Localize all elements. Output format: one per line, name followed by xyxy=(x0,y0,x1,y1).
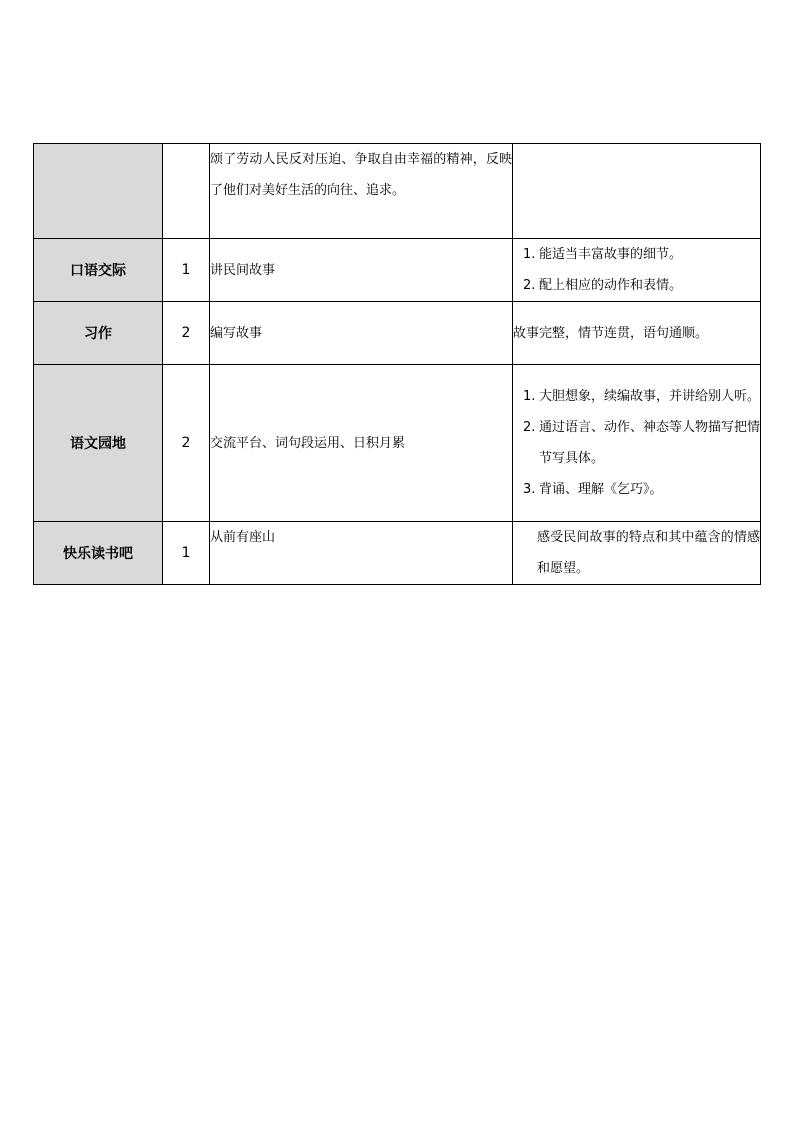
goal-item xyxy=(523,474,760,505)
row-hours: 2 xyxy=(163,302,210,365)
table-row xyxy=(34,239,761,302)
row-content: 编写故事 xyxy=(210,302,513,365)
row-goals xyxy=(513,239,761,302)
goal-item xyxy=(523,381,760,412)
row-goals xyxy=(513,302,761,365)
goal-text: 通过语言、动作、神态等人物描写把情节写具体。 xyxy=(539,420,761,466)
table-row xyxy=(34,144,761,239)
goal-text: 感受民间故事的特点和其中蕴含的情感和愿望。 xyxy=(537,530,760,576)
row-label: 语文园地 xyxy=(34,365,163,522)
goal-number: 1. xyxy=(523,247,536,262)
row-hours: 1 xyxy=(163,239,210,302)
goal-item xyxy=(523,412,760,474)
table-row xyxy=(34,302,761,365)
table-row xyxy=(34,522,761,585)
goal-item xyxy=(523,270,760,301)
row-hours xyxy=(163,144,210,239)
row-label xyxy=(34,144,163,239)
goal-number: 2. xyxy=(523,278,536,293)
row-content: 讲民间故事 xyxy=(210,239,513,302)
row-content xyxy=(210,144,513,239)
row-goals xyxy=(513,522,761,585)
row-label: 口语交际 xyxy=(34,239,163,302)
goal-text: 能适当丰富故事的细节。 xyxy=(539,247,683,262)
table-row xyxy=(34,365,761,522)
row-goals xyxy=(513,144,761,239)
goal-number: 1. xyxy=(523,389,536,404)
row-label: 习作 xyxy=(34,302,163,365)
row-hours: 1 xyxy=(163,522,210,585)
goal-number: 3. xyxy=(523,482,536,497)
row-content: 从前有座山 xyxy=(210,522,513,585)
row-goals xyxy=(513,365,761,522)
goal-text: 背诵、理解《乞巧》。 xyxy=(539,482,663,497)
row-content: 交流平台、词句段运用、日积月累 xyxy=(210,365,513,522)
row-hours: 2 xyxy=(163,365,210,522)
lesson-plan-table xyxy=(33,143,761,585)
row-label: 快乐读书吧 xyxy=(34,522,163,585)
goal-item xyxy=(523,239,760,270)
goal-text: 大胆想象，续编故事，并讲给别人听。 xyxy=(539,389,761,404)
content-text: 颂了劳动人民反对压迫、争取自由幸福的精神，反映了他们对美好生活的向往、追求。 xyxy=(210,152,512,198)
goal-text: 故事完整，情节连贯，语句通顺。 xyxy=(513,325,709,341)
goal-number: 2. xyxy=(523,420,536,435)
goal-text: 配上相应的动作和表情。 xyxy=(539,278,683,293)
